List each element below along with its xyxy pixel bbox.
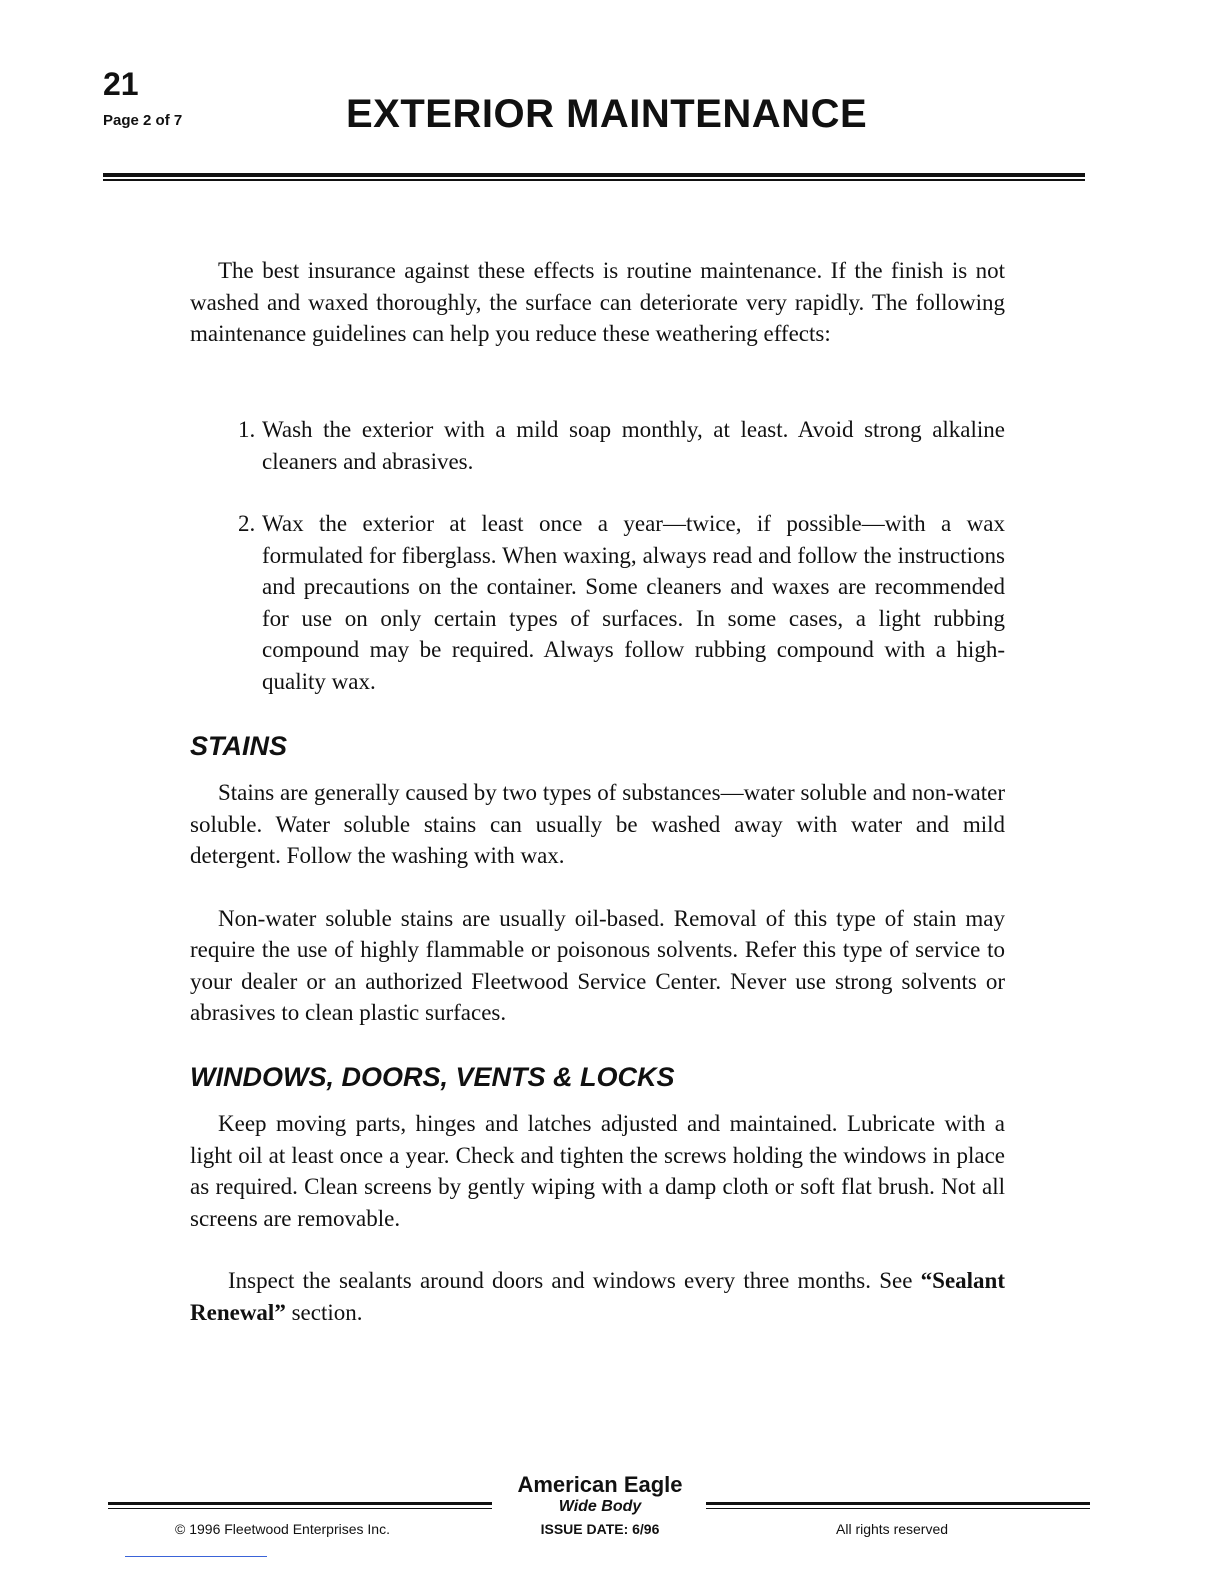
list-item-number: 2. — [238, 511, 256, 536]
footer-rule-right — [706, 1502, 1090, 1505]
intro-paragraph: The best insurance against these effects is routine maintenance. If the finish is not washed and waxed thoroughly, the surface can deteriorate very rapidly. The following maintenance guidelines can help you reduce these weathering effects: — [190, 258, 1005, 346]
stains-paragraph: Stains are generally caused by two types of substances—water soluble and non-water soluble. Water soluble stains can usually be washed away with water and mild detergent. Follow the washing with wax. — [190, 780, 1005, 868]
page-title: EXTERIOR MAINTENANCE — [346, 92, 868, 136]
windows-paragraph: Keep moving parts, hinges and latches adjusted and maintained. Lubricate with a light oil at least once a year. Check and tighten the screws holding the windows in place as required. Clean screens by gently wiping with a damp cloth or soft flat brush. Not all screens are removable. — [190, 1111, 1005, 1231]
header-rule — [103, 173, 1085, 177]
model-name: Wide Body — [558, 1498, 642, 1515]
sealant-text-before: Inspect the sealants around doors and windows every three months. See — [228, 1268, 921, 1293]
list-item — [238, 414, 1005, 477]
footer-rule-left-thin — [108, 1508, 492, 1509]
windows-heading: WINDOWS, DOORS, VENTS & LOCKS — [190, 1062, 675, 1092]
list-item — [238, 508, 1005, 697]
list-item-number: 1. — [238, 417, 256, 442]
footer-rule-left — [108, 1502, 492, 1505]
stains-heading: STAINS — [190, 731, 288, 761]
stains-paragraph: Non-water soluble stains are usually oil-based. Removal of this type of stain may require the use of highly flammable or poisonous solvents. Refer this type of service to your dealer or an authorized Fleetwood Service Center. Never use strong solvents or abrasives to clean plastic surfaces. — [190, 905, 1005, 1025]
sealant-text-after: section. — [285, 1299, 363, 1325]
list-item-text: Wash the exterior with a mild soap monthly, at least. Avoid strong alkaline cleaners and abrasives. — [262, 417, 1005, 474]
header-rule-secondary — [103, 179, 1085, 181]
maintenance-list — [238, 414, 1005, 697]
copyright: © 1996 Fleetwood Enterprises Inc. — [175, 1521, 390, 1537]
windows-section — [190, 1108, 1005, 1328]
footer-rule-right-thin — [706, 1508, 1090, 1509]
issue-date: ISSUE DATE: 6/96 — [540, 1521, 660, 1537]
page-indicator: Page 2 of 7 — [103, 112, 183, 129]
stains-section — [190, 777, 1005, 1029]
sealant-renewal-reference: “Sealant Renewal” — [190, 1268, 1005, 1325]
brand-name: American Eagle — [517, 1472, 683, 1497]
chapter-number: 21 — [103, 66, 139, 102]
list-item-text: Wax the exterior at least once a year—twice, if possible—with a wax formulated for fiberglass. When waxing, always read and follow the instructions and precautions on the container. Some cleaners and waxes are recommended for use on only certain types of surfaces. In some cases, a light rubbing compound may be required. Always follow rubbing compound with a high-quality wax. — [262, 511, 1005, 694]
intro-section — [190, 255, 1005, 350]
sealant-paragraph — [190, 1265, 1005, 1328]
rights-reserved: All rights reserved — [836, 1521, 949, 1537]
scan-artifact-line — [125, 1556, 267, 1557]
